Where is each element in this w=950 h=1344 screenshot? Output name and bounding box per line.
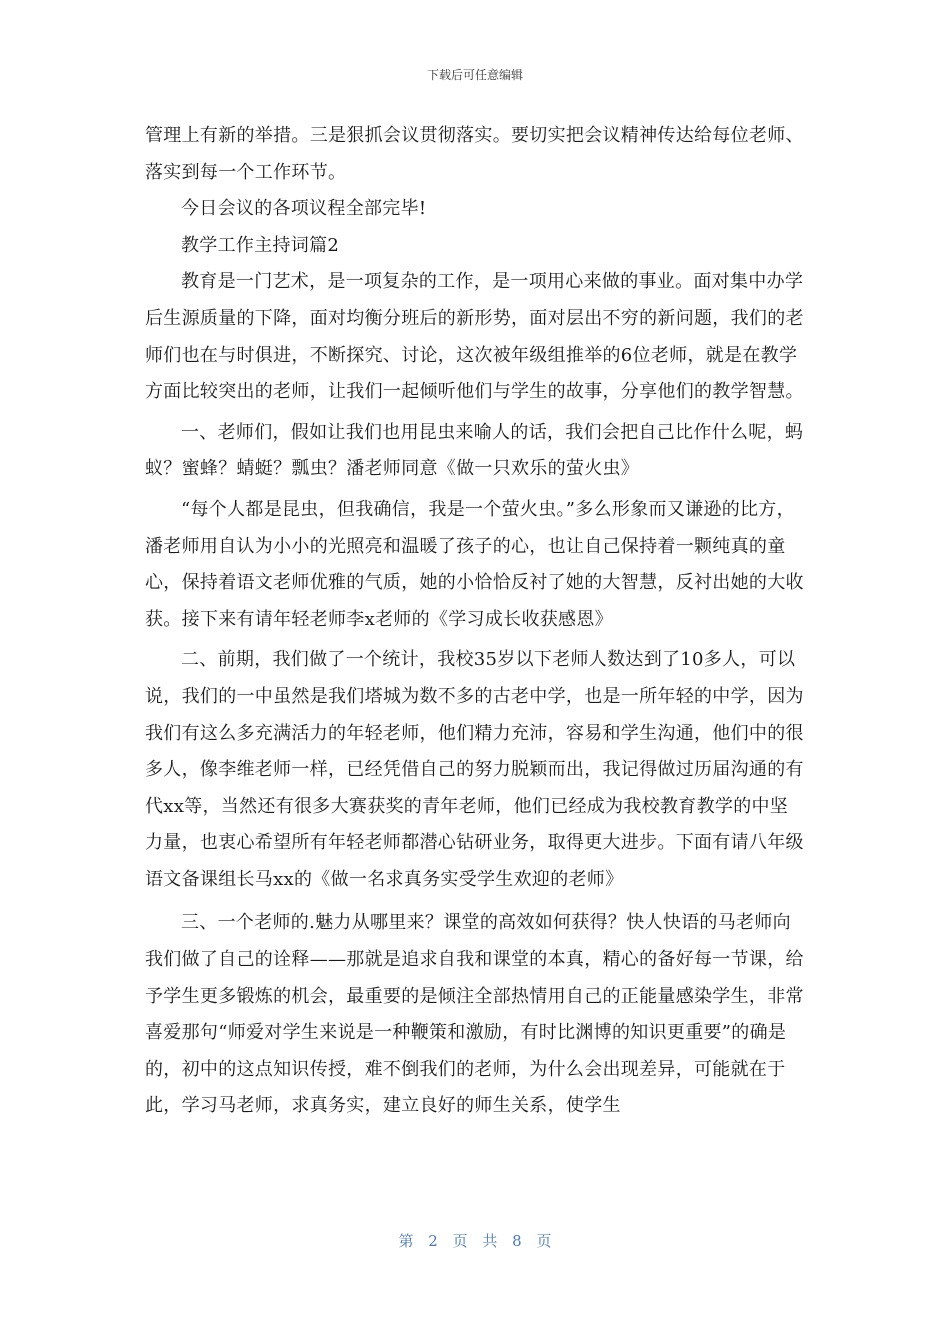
paragraph-intro: 教育是一门艺术，是一项复杂的工作，是一项用心来做的事业。面对集中办学后生源质量的下降，面对均衡分班后的新形势，面对层出不穷的新问题，我们的老师们也在与时俱进，不断探究、讨论，这次被年级组推举的6位老师，就是在教学方面比较突出的老师，让我们一起倾听他们与学生的故事，分享他们的教学智慧。 — [145, 271, 804, 403]
document-body — [145, 118, 805, 1125]
paragraph-item-2: 二、前期，我们做了一个统计，我校35岁以下老师人数达到了10多人，可以说，我们的一中虽然是我们塔城为数不多的古老中学，也是一所年轻的中学，因为我们有这么多充满活力的年轻老师，他们精力充沛，容易和学生沟通，他们中的很多人，像李维老师一样，已经凭借自己的努力脱颖而出，我记得做过历届沟通的有代xx等，当然还有很多大赛获奖的青年老师，他们已经成为我校教育教学的中坚力量，也衷心希望所有年轻老师都潜心钻研业务，取得更大进步。下面有请八年级语文备课组长马xx的《做一名求真务实受学生欢迎的老师》 — [145, 649, 804, 890]
page-footer: 第 2 页 共 8 页 — [398, 1232, 552, 1250]
paragraph-continuation: 管理上有新的举措。三是狠抓会议贯彻落实。要切实把会议精神传达给每位老师、落实到每一个工作环节。 — [145, 125, 804, 183]
paragraph-quote: “每个人都是昆虫，但我确信，我是一个萤火虫。”多么形象而又谦逊的比方，潘老师用自认为小小的光照亮和温暖了孩子的心，也让自己保持着一颗纯真的童心，保持着语文老师优雅的气质，她的小恰恰反衬了她的大智慧，反衬出她的大收获。接下来有请年轻老师李x老师的《学习成长收获感恩》 — [145, 498, 804, 630]
paragraph-item-1: 一、老师们，假如让我们也用昆虫来喻人的话，我们会把自己比作什么呢，蚂蚁？蜜蜂？蜻蜓？瓢虫？潘老师同意《做一只欢乐的萤火虫》 — [145, 421, 804, 480]
paragraph-closing: 今日会议的各项议程全部完毕! — [181, 198, 427, 220]
paragraph-item-3: 三、一个老师的.魅力从哪里来？课堂的高效如何获得？快人快语的马老师向我们做了自己的诠释——那就是追求自我和课堂的本真，精心的备好每一节课，给予学生更多锻炼的机会，最重要的是倾注全部热情用自己的正能量感染学生，非常喜爱那句“师爱对学生来说是一种鞭策和激励，有时比渊博的知识更重要”的确是的，初中的这点知识传授，难不倒我们的老师，为什么会出现差异，可能就在于此，学习马老师，求真务实，建立良好的师生关系，使学生 — [145, 912, 804, 1117]
section-title: 教学工作主持词篇2 — [181, 234, 340, 256]
page-header: 下载后可任意编辑 — [426, 68, 523, 82]
